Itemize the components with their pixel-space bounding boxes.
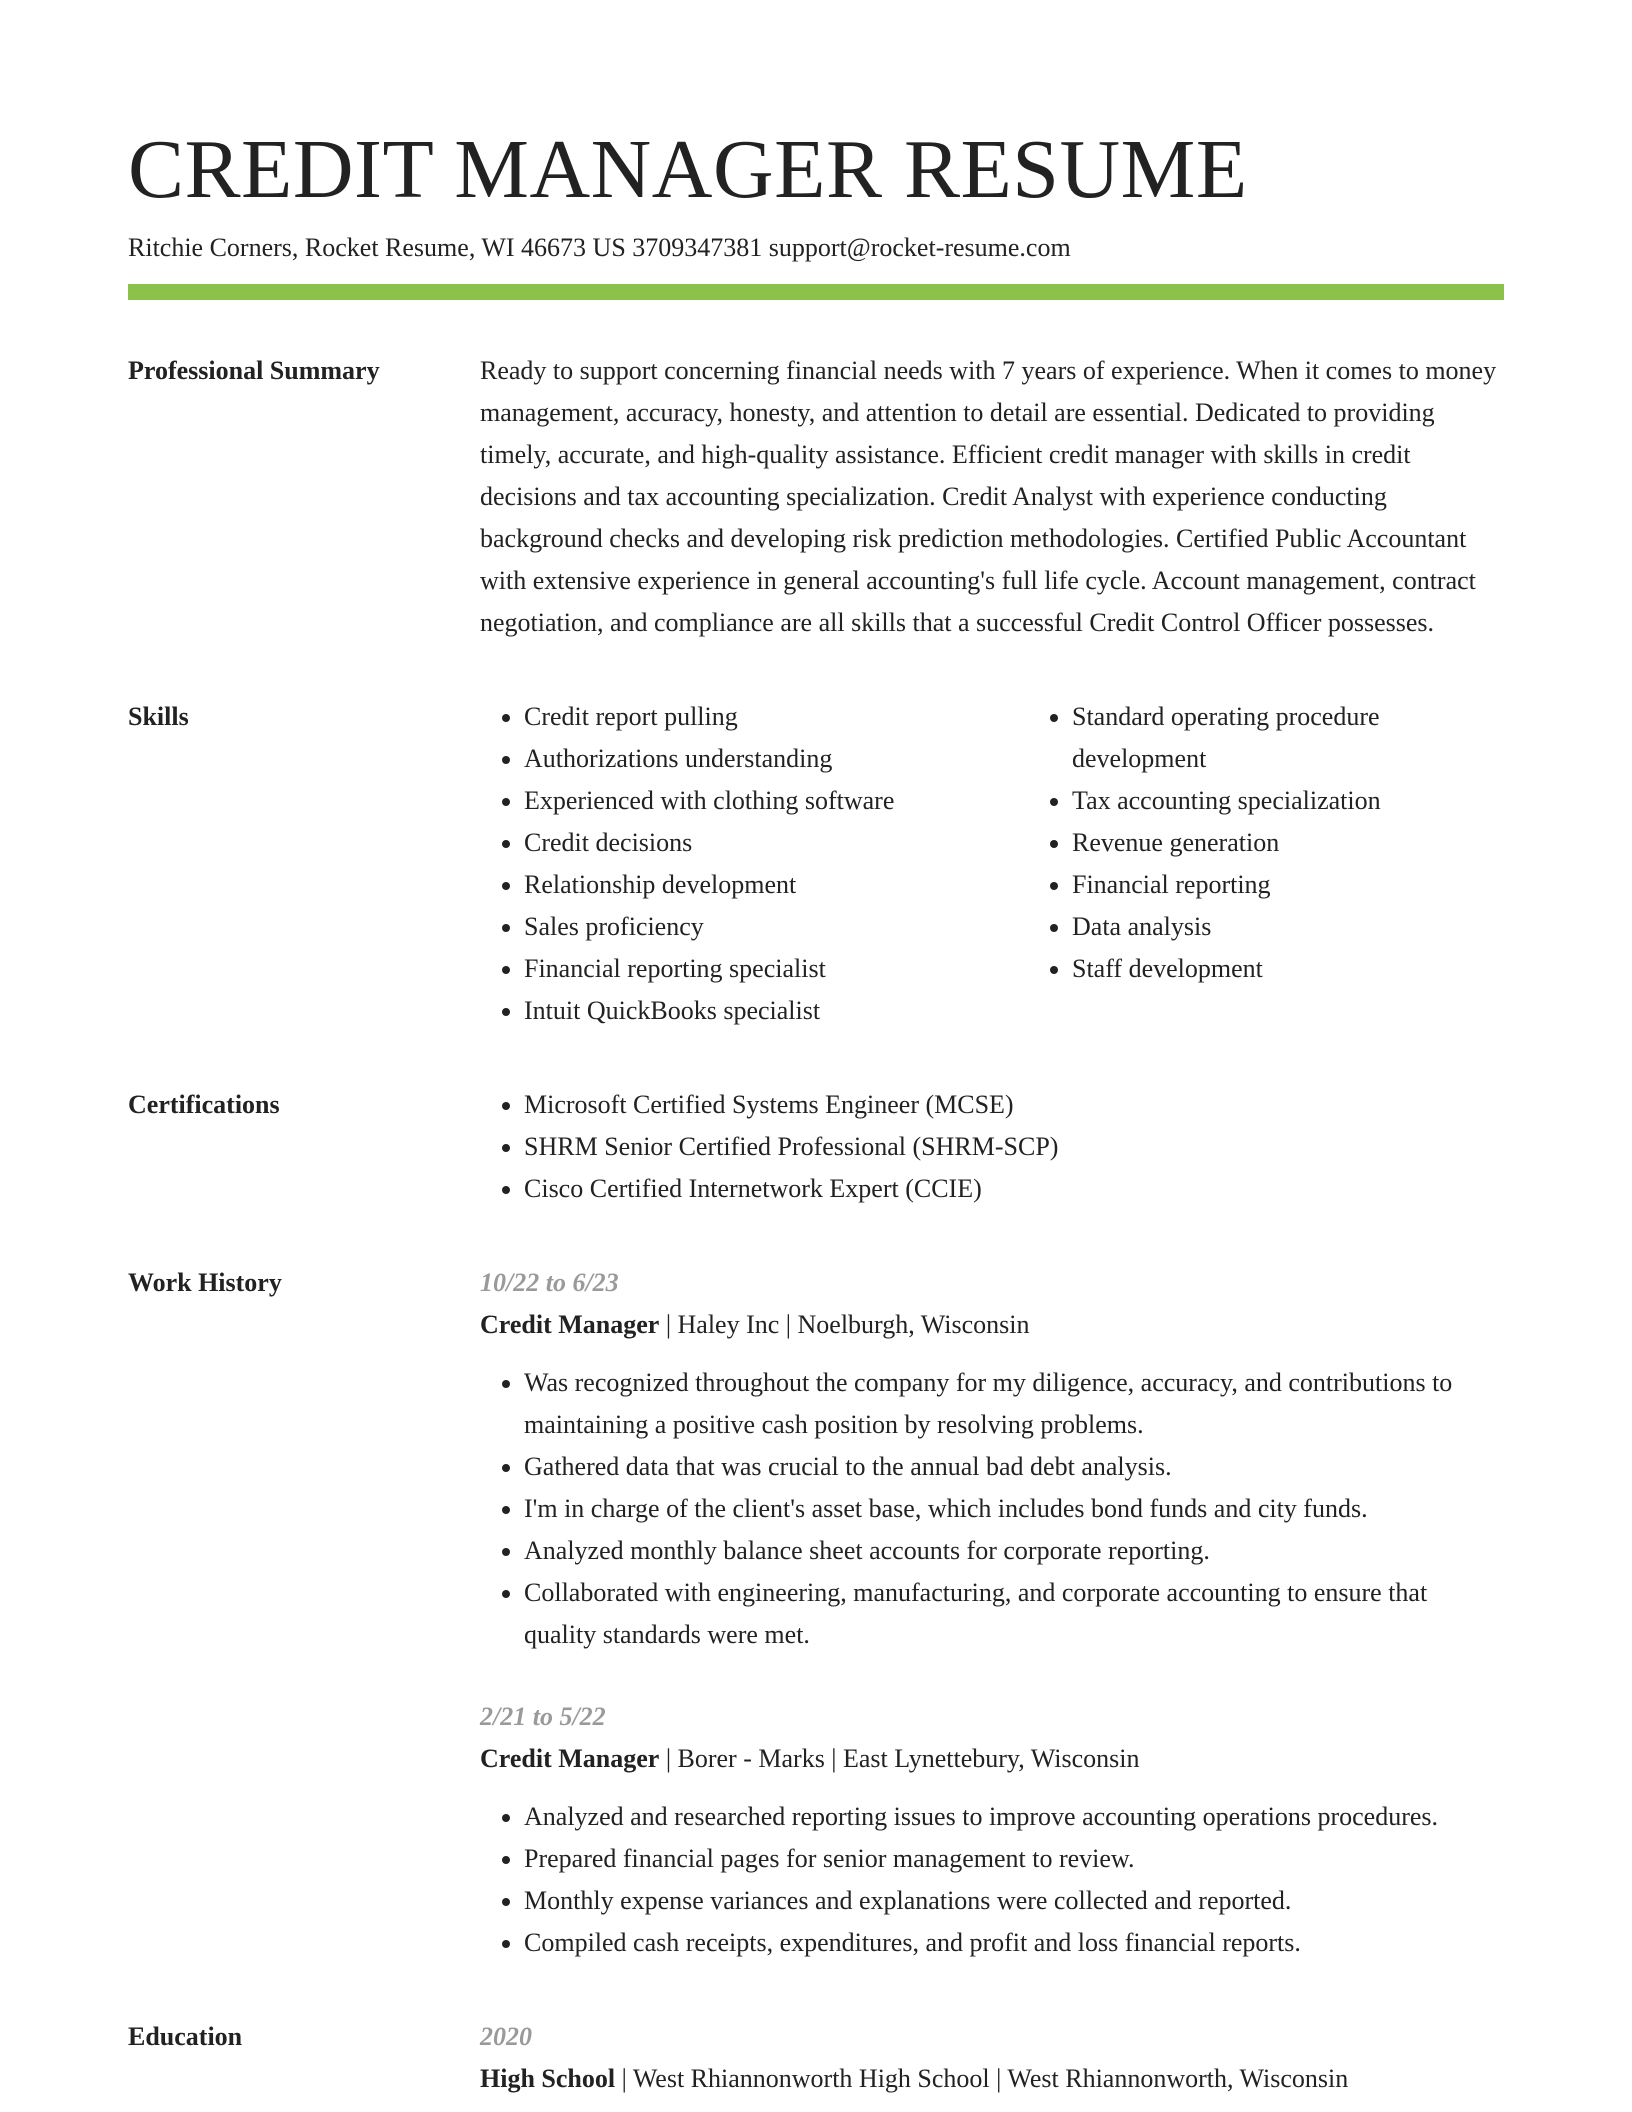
skill-item: • Credit report pulling (524, 696, 1028, 738)
work-history-section (128, 1262, 1504, 1964)
accent-divider (128, 284, 1504, 300)
certification-item: • Microsoft Certified Systems Engineer (MCSE) (524, 1084, 1504, 1126)
job-entry (480, 1262, 1504, 1656)
education-date: 2020 (480, 2022, 532, 2051)
education-section (128, 2016, 1504, 2100)
skill-item: • Sales proficiency (524, 906, 1028, 948)
job-bullet: • Analyzed and researched reporting issues to improve accounting operations procedures. (524, 1796, 1504, 1838)
education-heading: Education (128, 2022, 243, 2051)
job-bullets (480, 1796, 1504, 1964)
certifications-section (128, 1084, 1504, 1210)
skill-item: • Financial reporting (1072, 864, 1504, 906)
skill-item: • Tax accounting specialization (1072, 780, 1504, 822)
education-line (480, 2058, 1504, 2100)
resume-page (128, 120, 1504, 2100)
skill-item: • Staff development (1072, 948, 1504, 990)
contact-line: Ritchie Corners, Rocket Resume, WI 46673 US 3709347381 support@rocket-resume.com (128, 233, 1071, 262)
work-history-heading: Work History (128, 1268, 282, 1297)
job-bullet: • Prepared financial pages for senior management to review. (524, 1838, 1504, 1880)
certifications-list (480, 1084, 1504, 1210)
skill-item: • Experienced with clothing software (524, 780, 1028, 822)
certifications-heading: Certifications (128, 1090, 280, 1119)
skill-item: • Data analysis (1072, 906, 1504, 948)
skills-list-left (480, 696, 1028, 1032)
skills-heading: Skills (128, 702, 189, 731)
job-bullet: • Monthly expense variances and explanations were collected and reported. (524, 1880, 1504, 1922)
skill-item: • Standard operating procedure development (1072, 696, 1504, 780)
resume-title: CREDIT MANAGER RESUME (128, 123, 1248, 216)
job-bullets (480, 1362, 1504, 1656)
skill-item: • Credit decisions (524, 822, 1028, 864)
job-title: Credit Manager (480, 1744, 660, 1773)
education-school-location: | West Rhiannonworth High School | West Rhiannonworth, Wisconsin (615, 2064, 1349, 2093)
job-company-location: | Borer - Marks | East Lynettebury, Wisconsin (659, 1744, 1140, 1773)
summary-heading: Professional Summary (128, 356, 380, 385)
education-degree: High School (480, 2064, 616, 2093)
job-entry (480, 1696, 1504, 1964)
skills-section (128, 696, 1504, 1032)
skill-item: • Relationship development (524, 864, 1028, 906)
job-title: Credit Manager (480, 1310, 660, 1339)
skill-item: • Financial reporting specialist (524, 948, 1028, 990)
skill-item: • Revenue generation (1072, 822, 1504, 864)
job-bullet: • Gathered data that was crucial to the annual bad debt analysis. (524, 1446, 1504, 1488)
job-company-location: | Haley Inc | Noelburgh, Wisconsin (659, 1310, 1030, 1339)
skills-list-right (1028, 696, 1504, 1032)
summary-text: Ready to support concerning financial needs with 7 years of experience. When it comes to money management, accuracy, honesty, and attention to detail are essential. Dedicated to providing timely, accurate, and high-quality assistance. Efficient credit manager with skills in credit decisions and tax accounting specialization. Credit Analyst with experience conducting background checks and developing risk prediction methodologies. Certified Public Accountant with extensive experience in general accounting's full life cycle. Account management, contract negotiation, and compliance are all skills that a successful Credit Control Officer possesses. (480, 356, 1497, 637)
job-role-line (480, 1738, 1504, 1780)
certification-item: • Cisco Certified Internetwork Expert (CCIE) (524, 1168, 1504, 1210)
job-dates: 10/22 to 6/23 (480, 1268, 619, 1297)
job-bullet: • Compiled cash receipts, expenditures, and profit and loss financial reports. (524, 1922, 1504, 1964)
job-bullet: • Analyzed monthly balance sheet accounts for corporate reporting. (524, 1530, 1504, 1572)
skill-item: • Intuit QuickBooks specialist (524, 990, 1028, 1032)
job-bullet: • Collaborated with engineering, manufacturing, and corporate accounting to ensure that quality standards were met. (524, 1572, 1504, 1656)
skill-item: • Authorizations understanding (524, 738, 1028, 780)
summary-section (128, 350, 1504, 644)
job-bullet: • I'm in charge of the client's asset base, which includes bond funds and city funds. (524, 1488, 1504, 1530)
job-role-line (480, 1304, 1504, 1346)
job-bullet: • Was recognized throughout the company for my diligence, accuracy, and contributions to maintaining a positive cash position by resolving problems. (524, 1362, 1504, 1446)
job-dates: 2/21 to 5/22 (480, 1702, 606, 1731)
certification-item: • SHRM Senior Certified Professional (SHRM-SCP) (524, 1126, 1504, 1168)
